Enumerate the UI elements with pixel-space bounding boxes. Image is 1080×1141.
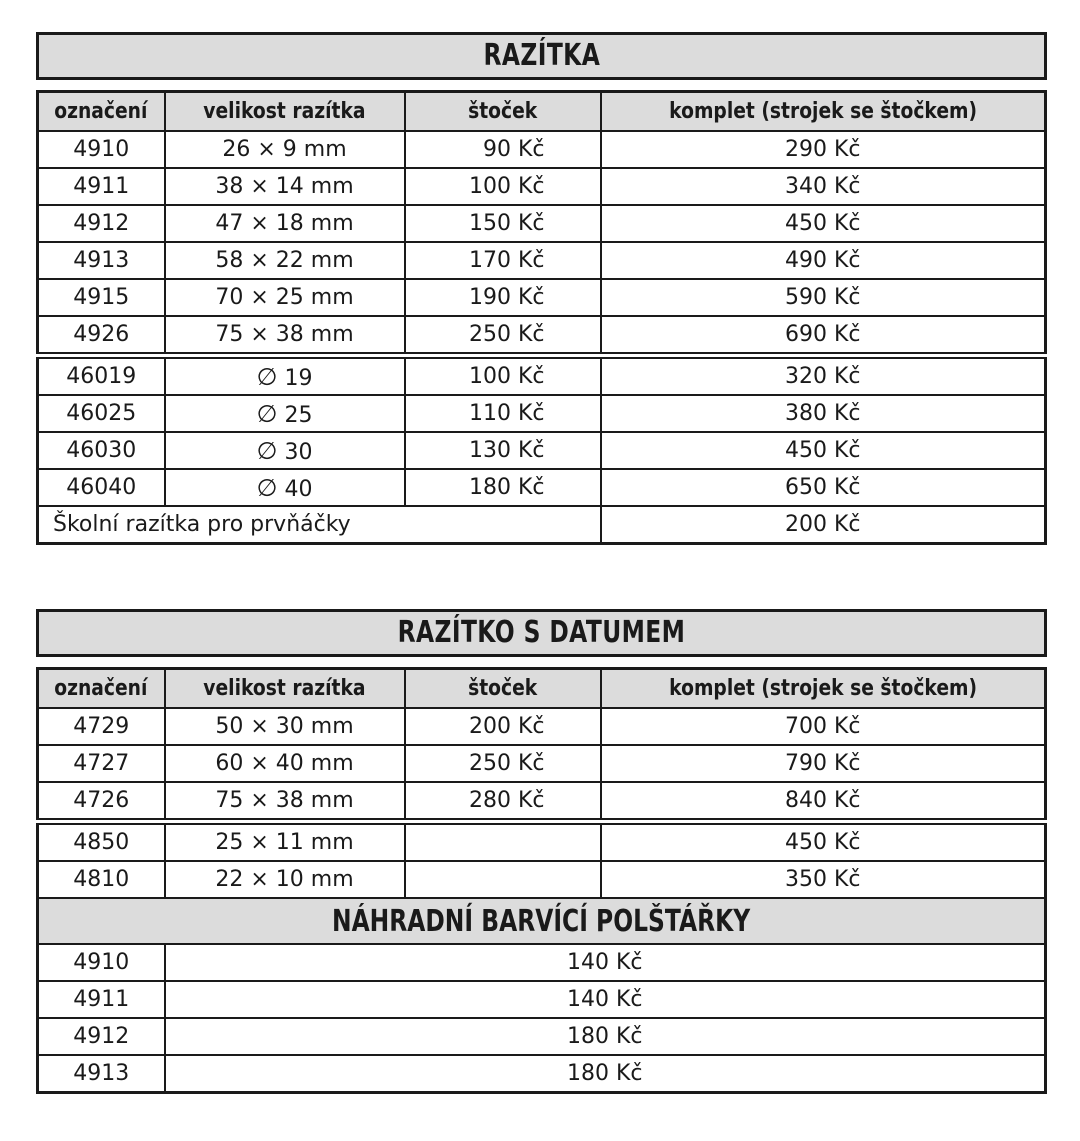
cell-price: 180 Kč bbox=[165, 1018, 1046, 1055]
table-row bbox=[38, 782, 1046, 822]
cell-code: 46040 bbox=[38, 469, 165, 506]
stamps-section bbox=[36, 32, 1047, 545]
cell-size: 26 × 9 mm bbox=[165, 131, 405, 168]
cell-code: 4910 bbox=[38, 131, 165, 168]
cell-code: 46030 bbox=[38, 432, 165, 469]
cell-price: 140 Kč bbox=[165, 944, 1046, 981]
cell-code: 4912 bbox=[38, 1018, 165, 1055]
cell-komplet: 320 Kč bbox=[601, 356, 1046, 396]
cell-komplet: 340 Kč bbox=[601, 168, 1046, 205]
header-velikost: velikost razítka bbox=[165, 669, 405, 709]
school-stamps-price: 200 Kč bbox=[601, 506, 1046, 544]
cell-komplet: 700 Kč bbox=[601, 708, 1046, 745]
cell-stocek: 90 Kč bbox=[405, 131, 601, 168]
cell-size: 75 × 38 mm bbox=[165, 782, 405, 822]
table-header-row bbox=[38, 92, 1046, 132]
header-oznaceni: označení bbox=[38, 669, 165, 709]
cell-stocek bbox=[405, 861, 601, 898]
table-row bbox=[38, 279, 1046, 316]
date-stamps-title: RAZÍTKO S DATUMEM bbox=[36, 609, 1047, 657]
stamps-title: RAZÍTKA bbox=[36, 32, 1047, 80]
diameter-icon: ∅ bbox=[256, 436, 278, 465]
cell-komplet: 840 Kč bbox=[601, 782, 1046, 822]
cell-komplet: 690 Kč bbox=[601, 316, 1046, 356]
cell-komplet: 450 Kč bbox=[601, 432, 1046, 469]
cell-stocek: 110 Kč bbox=[405, 395, 601, 432]
cell-stocek: 100 Kč bbox=[405, 356, 601, 396]
table-header-row bbox=[38, 669, 1046, 709]
cell-code: 46025 bbox=[38, 395, 165, 432]
cell-komplet: 380 Kč bbox=[601, 395, 1046, 432]
cell-price: 140 Kč bbox=[165, 981, 1046, 1018]
cell-komplet: 350 Kč bbox=[601, 861, 1046, 898]
cell-code: 4726 bbox=[38, 782, 165, 822]
table-row bbox=[38, 1018, 1046, 1055]
cell-code: 4911 bbox=[38, 981, 165, 1018]
cell-price: 180 Kč bbox=[165, 1055, 1046, 1093]
table-row bbox=[38, 316, 1046, 356]
cell-komplet: 790 Kč bbox=[601, 745, 1046, 782]
diameter-icon: ∅ bbox=[256, 399, 278, 428]
cell-stocek: 200 Kč bbox=[405, 708, 601, 745]
cell-size: 38 × 14 mm bbox=[165, 168, 405, 205]
date-stamps-section bbox=[36, 609, 1047, 1094]
cell-code: 4729 bbox=[38, 708, 165, 745]
cell-size: 75 × 38 mm bbox=[165, 316, 405, 356]
cell-stocek: 190 Kč bbox=[405, 279, 601, 316]
diameter-icon: ∅ bbox=[256, 473, 278, 502]
school-stamps-label: Školní razítka pro prvňáčky bbox=[38, 506, 601, 544]
cell-stocek: 250 Kč bbox=[405, 745, 601, 782]
cell-size: ∅ 30 bbox=[165, 432, 405, 469]
date-stamps-table bbox=[36, 667, 1047, 1094]
table-row bbox=[38, 861, 1046, 898]
cell-size: ∅ 25 bbox=[165, 395, 405, 432]
cell-komplet: 290 Kč bbox=[601, 131, 1046, 168]
cell-code: 4913 bbox=[38, 242, 165, 279]
cell-size: 50 × 30 mm bbox=[165, 708, 405, 745]
stamps-table bbox=[36, 90, 1047, 545]
cell-size: ∅ 19 bbox=[165, 356, 405, 396]
cell-komplet: 490 Kč bbox=[601, 242, 1046, 279]
cell-size: ∅ 40 bbox=[165, 469, 405, 506]
cell-komplet: 650 Kč bbox=[601, 469, 1046, 506]
cell-code: 4915 bbox=[38, 279, 165, 316]
table-row bbox=[38, 356, 1046, 396]
cell-stocek bbox=[405, 822, 601, 862]
cell-size: 22 × 10 mm bbox=[165, 861, 405, 898]
cell-stocek: 100 Kč bbox=[405, 168, 601, 205]
header-stocek: štoček bbox=[405, 669, 601, 709]
cell-code: 4913 bbox=[38, 1055, 165, 1093]
table-row bbox=[38, 822, 1046, 862]
table-row bbox=[38, 242, 1046, 279]
cell-stocek: 130 Kč bbox=[405, 432, 601, 469]
cell-size: 25 × 11 mm bbox=[165, 822, 405, 862]
cell-code: 4911 bbox=[38, 168, 165, 205]
cell-komplet: 450 Kč bbox=[601, 205, 1046, 242]
pads-title: NÁHRADNÍ BARVÍCÍ POLŠTÁŘKY bbox=[38, 898, 1046, 944]
table-row bbox=[38, 1055, 1046, 1093]
cell-stocek: 170 Kč bbox=[405, 242, 601, 279]
cell-code: 4727 bbox=[38, 745, 165, 782]
table-row bbox=[38, 944, 1046, 981]
pads-title-row bbox=[38, 898, 1046, 944]
header-oznaceni: označení bbox=[38, 92, 165, 132]
table-row bbox=[38, 205, 1046, 242]
cell-code: 4910 bbox=[38, 944, 165, 981]
cell-stocek: 280 Kč bbox=[405, 782, 601, 822]
table-row bbox=[38, 395, 1046, 432]
cell-size: 47 × 18 mm bbox=[165, 205, 405, 242]
school-stamps-row bbox=[38, 506, 1046, 544]
cell-code: 4810 bbox=[38, 861, 165, 898]
cell-size: 70 × 25 mm bbox=[165, 279, 405, 316]
table-row bbox=[38, 469, 1046, 506]
cell-size: 60 × 40 mm bbox=[165, 745, 405, 782]
cell-code: 46019 bbox=[38, 356, 165, 396]
header-velikost: velikost razítka bbox=[165, 92, 405, 132]
diameter-icon: ∅ bbox=[256, 362, 278, 391]
cell-size: 58 × 22 mm bbox=[165, 242, 405, 279]
table-row bbox=[38, 131, 1046, 168]
cell-code: 4850 bbox=[38, 822, 165, 862]
cell-komplet: 590 Kč bbox=[601, 279, 1046, 316]
cell-komplet: 450 Kč bbox=[601, 822, 1046, 862]
table-row bbox=[38, 432, 1046, 469]
cell-stocek: 150 Kč bbox=[405, 205, 601, 242]
cell-code: 4912 bbox=[38, 205, 165, 242]
header-komplet: komplet (strojek se štočkem) bbox=[601, 92, 1046, 132]
table-row bbox=[38, 168, 1046, 205]
table-row bbox=[38, 745, 1046, 782]
cell-code: 4926 bbox=[38, 316, 165, 356]
header-stocek: štoček bbox=[405, 92, 601, 132]
table-row bbox=[38, 708, 1046, 745]
cell-stocek: 250 Kč bbox=[405, 316, 601, 356]
cell-stocek: 180 Kč bbox=[405, 469, 601, 506]
header-komplet: komplet (strojek se štočkem) bbox=[601, 669, 1046, 709]
table-row bbox=[38, 981, 1046, 1018]
